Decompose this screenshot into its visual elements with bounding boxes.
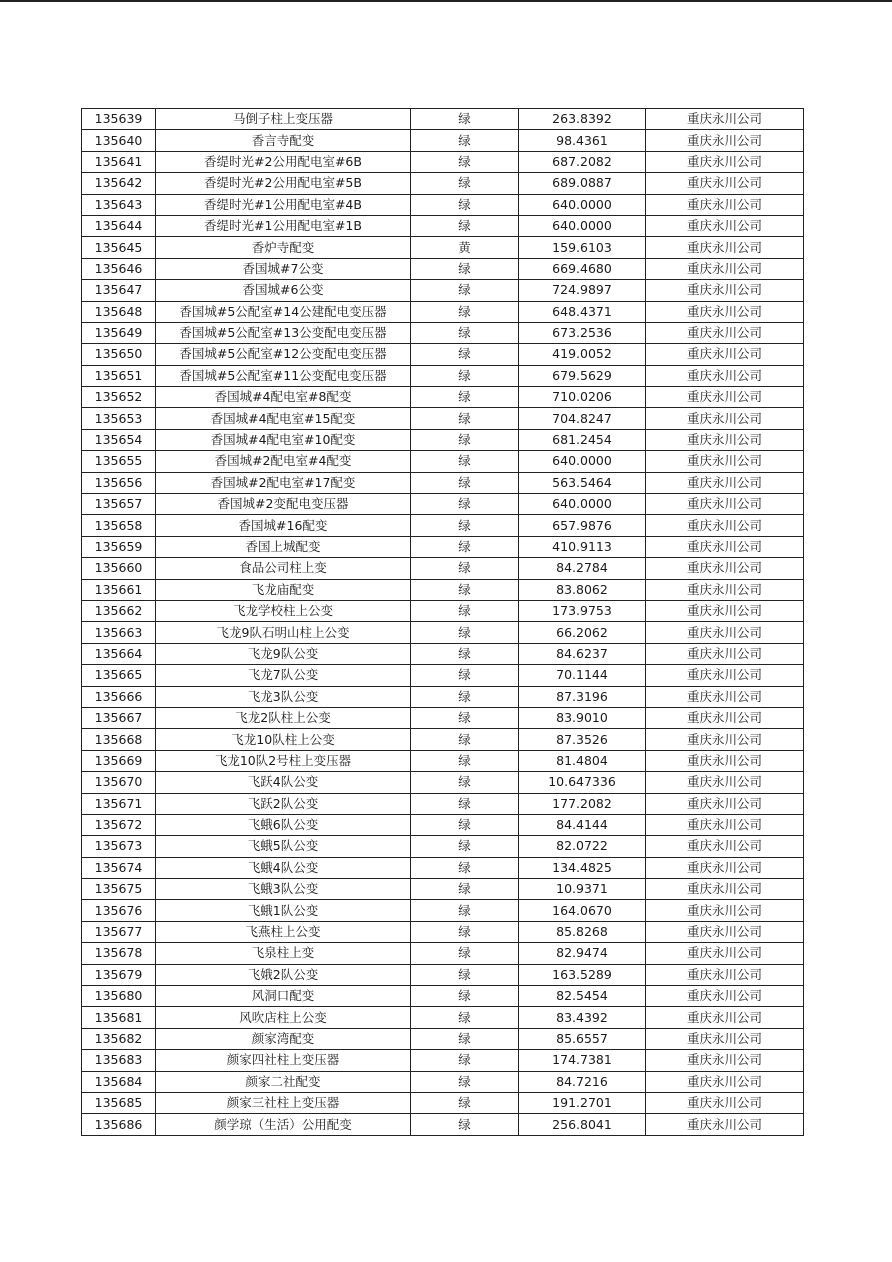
cell-value: 689.0887 — [519, 173, 646, 194]
cell-name: 飞泉柱上变 — [156, 943, 411, 964]
cell-status: 绿 — [411, 686, 519, 707]
cell-id: 135670 — [82, 772, 156, 793]
cell-value: 98.4361 — [519, 130, 646, 151]
cell-value: 83.8062 — [519, 579, 646, 600]
cell-id: 135659 — [82, 536, 156, 557]
cell-name: 飞蛾4队公变 — [156, 857, 411, 878]
table-row — [82, 408, 804, 429]
cell-company: 重庆永川公司 — [646, 280, 804, 301]
cell-id: 135658 — [82, 515, 156, 536]
cell-company: 重庆永川公司 — [646, 857, 804, 878]
cell-name: 风吹店柱上公变 — [156, 1007, 411, 1028]
cell-name: 香炉寺配变 — [156, 237, 411, 258]
cell-status: 绿 — [411, 707, 519, 728]
cell-name: 颜家湾配变 — [156, 1028, 411, 1049]
cell-id: 135643 — [82, 194, 156, 215]
cell-company: 重庆永川公司 — [646, 558, 804, 579]
cell-id: 135661 — [82, 579, 156, 600]
cell-id: 135647 — [82, 280, 156, 301]
cell-value: 724.9897 — [519, 280, 646, 301]
cell-status: 绿 — [411, 729, 519, 750]
table-row — [82, 365, 804, 386]
table-row — [82, 1007, 804, 1028]
cell-id: 135656 — [82, 472, 156, 493]
cell-company: 重庆永川公司 — [646, 173, 804, 194]
cell-name: 颜学琼（生活）公用配变 — [156, 1114, 411, 1135]
cell-company: 重庆永川公司 — [646, 579, 804, 600]
table-row — [82, 836, 804, 857]
cell-value: 84.7216 — [519, 1071, 646, 1092]
cell-value: 263.8392 — [519, 109, 646, 130]
table-row — [82, 258, 804, 279]
cell-value: 563.5464 — [519, 472, 646, 493]
cell-id: 135641 — [82, 151, 156, 172]
table-row — [82, 600, 804, 621]
cell-value: 70.1144 — [519, 665, 646, 686]
cell-company: 重庆永川公司 — [646, 494, 804, 515]
cell-company: 重庆永川公司 — [646, 301, 804, 322]
cell-company: 重庆永川公司 — [646, 900, 804, 921]
cell-id: 135663 — [82, 622, 156, 643]
cell-status: 绿 — [411, 536, 519, 557]
cell-value: 419.0052 — [519, 344, 646, 365]
cell-company: 重庆永川公司 — [646, 451, 804, 472]
table-row — [82, 729, 804, 750]
cell-id: 135684 — [82, 1071, 156, 1092]
table-row — [82, 109, 804, 130]
cell-value: 673.2536 — [519, 322, 646, 343]
cell-id: 135677 — [82, 921, 156, 942]
cell-name: 香国城#5公配室#14公建配电变压器 — [156, 301, 411, 322]
cell-name: 飞龙10队柱上公变 — [156, 729, 411, 750]
cell-id: 135669 — [82, 750, 156, 771]
cell-value: 173.9753 — [519, 600, 646, 621]
cell-name: 香缇时光#1公用配电室#1B — [156, 215, 411, 236]
cell-status: 绿 — [411, 857, 519, 878]
cell-status: 绿 — [411, 879, 519, 900]
cell-name: 飞蛾6队公变 — [156, 814, 411, 835]
cell-company: 重庆永川公司 — [646, 215, 804, 236]
cell-value: 410.9113 — [519, 536, 646, 557]
cell-status: 绿 — [411, 301, 519, 322]
cell-id: 135665 — [82, 665, 156, 686]
cell-name: 飞龙10队2号柱上变压器 — [156, 750, 411, 771]
cell-company: 重庆永川公司 — [646, 536, 804, 557]
cell-id: 135660 — [82, 558, 156, 579]
table-row — [82, 665, 804, 686]
cell-name: 香国城#5公配室#11公变配电变压器 — [156, 365, 411, 386]
cell-value: 191.2701 — [519, 1092, 646, 1113]
table-body — [82, 109, 804, 1136]
cell-status: 绿 — [411, 558, 519, 579]
cell-name: 香国城#2配电室#17配变 — [156, 472, 411, 493]
cell-status: 绿 — [411, 515, 519, 536]
cell-id: 135654 — [82, 429, 156, 450]
cell-company: 重庆永川公司 — [646, 600, 804, 621]
cell-id: 135679 — [82, 964, 156, 985]
table-row — [82, 964, 804, 985]
cell-value: 82.0722 — [519, 836, 646, 857]
cell-value: 83.4392 — [519, 1007, 646, 1028]
table-row — [82, 301, 804, 322]
cell-company: 重庆永川公司 — [646, 793, 804, 814]
cell-id: 135671 — [82, 793, 156, 814]
cell-company: 重庆永川公司 — [646, 344, 804, 365]
cell-name: 香国城#16配变 — [156, 515, 411, 536]
cell-name: 飞龙9队石明山柱上公变 — [156, 622, 411, 643]
cell-value: 134.4825 — [519, 857, 646, 878]
table-row — [82, 793, 804, 814]
cell-id: 135640 — [82, 130, 156, 151]
cell-status: 绿 — [411, 322, 519, 343]
cell-status: 绿 — [411, 280, 519, 301]
cell-name: 香国城#5公配室#13公变配电变压器 — [156, 322, 411, 343]
cell-status: 绿 — [411, 344, 519, 365]
cell-status: 绿 — [411, 1050, 519, 1071]
table-row — [82, 387, 804, 408]
cell-value: 82.5454 — [519, 986, 646, 1007]
table-row — [82, 130, 804, 151]
table-row — [82, 943, 804, 964]
cell-company: 重庆永川公司 — [646, 365, 804, 386]
cell-id: 135657 — [82, 494, 156, 515]
cell-value: 177.2082 — [519, 793, 646, 814]
cell-id: 135685 — [82, 1092, 156, 1113]
cell-status: 绿 — [411, 451, 519, 472]
table-row — [82, 1028, 804, 1049]
cell-status: 绿 — [411, 814, 519, 835]
cell-company: 重庆永川公司 — [646, 322, 804, 343]
cell-id: 135667 — [82, 707, 156, 728]
cell-value: 85.8268 — [519, 921, 646, 942]
cell-company: 重庆永川公司 — [646, 130, 804, 151]
cell-company: 重庆永川公司 — [646, 109, 804, 130]
cell-company: 重庆永川公司 — [646, 622, 804, 643]
cell-id: 135653 — [82, 408, 156, 429]
cell-status: 绿 — [411, 836, 519, 857]
cell-value: 640.0000 — [519, 194, 646, 215]
cell-company: 重庆永川公司 — [646, 943, 804, 964]
table-row — [82, 857, 804, 878]
cell-status: 绿 — [411, 772, 519, 793]
table-row — [82, 750, 804, 771]
cell-value: 83.9010 — [519, 707, 646, 728]
table-row — [82, 451, 804, 472]
table-row — [82, 921, 804, 942]
cell-value: 679.5629 — [519, 365, 646, 386]
cell-id: 135646 — [82, 258, 156, 279]
cell-company: 重庆永川公司 — [646, 964, 804, 985]
cell-status: 绿 — [411, 173, 519, 194]
cell-id: 135678 — [82, 943, 156, 964]
cell-id: 135642 — [82, 173, 156, 194]
cell-company: 重庆永川公司 — [646, 986, 804, 1007]
cell-company: 重庆永川公司 — [646, 772, 804, 793]
cell-company: 重庆永川公司 — [646, 1071, 804, 1092]
cell-value: 159.6103 — [519, 237, 646, 258]
cell-status: 绿 — [411, 1092, 519, 1113]
cell-id: 135645 — [82, 237, 156, 258]
cell-status: 黄 — [411, 237, 519, 258]
cell-status: 绿 — [411, 194, 519, 215]
table-row — [82, 472, 804, 493]
cell-name: 飞燕柱上公变 — [156, 921, 411, 942]
cell-status: 绿 — [411, 579, 519, 600]
table-row — [82, 1114, 804, 1135]
table-row — [82, 515, 804, 536]
cell-status: 绿 — [411, 258, 519, 279]
cell-value: 85.6557 — [519, 1028, 646, 1049]
cell-company: 重庆永川公司 — [646, 258, 804, 279]
table-row — [82, 151, 804, 172]
cell-id: 135651 — [82, 365, 156, 386]
cell-company: 重庆永川公司 — [646, 814, 804, 835]
table-row — [82, 986, 804, 1007]
cell-value: 163.5289 — [519, 964, 646, 985]
table-row — [82, 814, 804, 835]
cell-value: 66.2062 — [519, 622, 646, 643]
cell-name: 香缇时光#2公用配电室#5B — [156, 173, 411, 194]
table-row — [82, 579, 804, 600]
cell-status: 绿 — [411, 900, 519, 921]
cell-name: 香国城#6公变 — [156, 280, 411, 301]
cell-id: 135666 — [82, 686, 156, 707]
cell-name: 香国城#4配电室#8配变 — [156, 387, 411, 408]
cell-status: 绿 — [411, 215, 519, 236]
table-row — [82, 1050, 804, 1071]
cell-company: 重庆永川公司 — [646, 237, 804, 258]
cell-id: 135648 — [82, 301, 156, 322]
cell-status: 绿 — [411, 600, 519, 621]
cell-status: 绿 — [411, 387, 519, 408]
cell-id: 135683 — [82, 1050, 156, 1071]
cell-company: 重庆永川公司 — [646, 686, 804, 707]
cell-company: 重庆永川公司 — [646, 1114, 804, 1135]
cell-value: 164.0670 — [519, 900, 646, 921]
cell-company: 重庆永川公司 — [646, 151, 804, 172]
cell-id: 135639 — [82, 109, 156, 130]
cell-id: 135681 — [82, 1007, 156, 1028]
cell-status: 绿 — [411, 109, 519, 130]
cell-id: 135672 — [82, 814, 156, 835]
cell-name: 食品公司柱上变 — [156, 558, 411, 579]
cell-name: 香国城#4配电室#10配变 — [156, 429, 411, 450]
page-top-border — [0, 0, 892, 2]
cell-id: 135662 — [82, 600, 156, 621]
cell-name: 飞跃2队公变 — [156, 793, 411, 814]
cell-status: 绿 — [411, 943, 519, 964]
table-row — [82, 322, 804, 343]
cell-company: 重庆永川公司 — [646, 1007, 804, 1028]
cell-name: 风洞口配变 — [156, 986, 411, 1007]
cell-name: 飞跃4队公变 — [156, 772, 411, 793]
cell-value: 84.2784 — [519, 558, 646, 579]
cell-id: 135652 — [82, 387, 156, 408]
cell-name: 香缇时光#2公用配电室#6B — [156, 151, 411, 172]
cell-status: 绿 — [411, 494, 519, 515]
table-row — [82, 643, 804, 664]
cell-company: 重庆永川公司 — [646, 836, 804, 857]
table-row — [82, 280, 804, 301]
cell-name: 香国城#7公变 — [156, 258, 411, 279]
table-row — [82, 558, 804, 579]
cell-company: 重庆永川公司 — [646, 472, 804, 493]
cell-id: 135649 — [82, 322, 156, 343]
table-row — [82, 622, 804, 643]
cell-name: 香言寺配变 — [156, 130, 411, 151]
cell-name: 颜家二社配变 — [156, 1071, 411, 1092]
cell-company: 重庆永川公司 — [646, 921, 804, 942]
table-row — [82, 686, 804, 707]
table-row — [82, 237, 804, 258]
cell-status: 绿 — [411, 964, 519, 985]
cell-name: 香国城#2配电室#4配变 — [156, 451, 411, 472]
cell-company: 重庆永川公司 — [646, 707, 804, 728]
cell-status: 绿 — [411, 643, 519, 664]
cell-value: 82.9474 — [519, 943, 646, 964]
table-row — [82, 536, 804, 557]
cell-name: 飞龙2队柱上公变 — [156, 707, 411, 728]
cell-company: 重庆永川公司 — [646, 387, 804, 408]
cell-id: 135675 — [82, 879, 156, 900]
cell-name: 颜家三社柱上变压器 — [156, 1092, 411, 1113]
cell-name: 飞龙9队公变 — [156, 643, 411, 664]
cell-id: 135655 — [82, 451, 156, 472]
cell-name: 飞龙庙配变 — [156, 579, 411, 600]
cell-id: 135680 — [82, 986, 156, 1007]
cell-status: 绿 — [411, 472, 519, 493]
cell-value: 687.2082 — [519, 151, 646, 172]
cell-name: 香国城#4配电室#15配变 — [156, 408, 411, 429]
cell-value: 681.2454 — [519, 429, 646, 450]
cell-status: 绿 — [411, 750, 519, 771]
cell-status: 绿 — [411, 1071, 519, 1092]
cell-company: 重庆永川公司 — [646, 665, 804, 686]
cell-id: 135676 — [82, 900, 156, 921]
table-row — [82, 194, 804, 215]
cell-company: 重庆永川公司 — [646, 408, 804, 429]
cell-name: 飞蛾3队公变 — [156, 879, 411, 900]
cell-name: 飞龙7队公变 — [156, 665, 411, 686]
cell-value: 87.3196 — [519, 686, 646, 707]
cell-company: 重庆永川公司 — [646, 750, 804, 771]
cell-value: 174.7381 — [519, 1050, 646, 1071]
table-row — [82, 494, 804, 515]
cell-id: 135686 — [82, 1114, 156, 1135]
cell-company: 重庆永川公司 — [646, 194, 804, 215]
cell-status: 绿 — [411, 622, 519, 643]
cell-value: 640.0000 — [519, 215, 646, 236]
table-row — [82, 173, 804, 194]
cell-company: 重庆永川公司 — [646, 643, 804, 664]
cell-id: 135668 — [82, 729, 156, 750]
table-row — [82, 772, 804, 793]
cell-name: 香国城#5公配室#12公变配电变压器 — [156, 344, 411, 365]
cell-company: 重庆永川公司 — [646, 429, 804, 450]
cell-value: 10.9371 — [519, 879, 646, 900]
cell-status: 绿 — [411, 408, 519, 429]
cell-status: 绿 — [411, 986, 519, 1007]
cell-name: 飞蛾1队公变 — [156, 900, 411, 921]
cell-name: 飞龙学校柱上公变 — [156, 600, 411, 621]
cell-value: 81.4804 — [519, 750, 646, 771]
cell-company: 重庆永川公司 — [646, 729, 804, 750]
cell-status: 绿 — [411, 365, 519, 386]
cell-value: 710.0206 — [519, 387, 646, 408]
cell-value: 10.647336 — [519, 772, 646, 793]
cell-company: 重庆永川公司 — [646, 1050, 804, 1071]
cell-id: 135673 — [82, 836, 156, 857]
cell-company: 重庆永川公司 — [646, 515, 804, 536]
cell-name: 香国上城配变 — [156, 536, 411, 557]
cell-status: 绿 — [411, 151, 519, 172]
cell-name: 香国城#2变配电变压器 — [156, 494, 411, 515]
table-row — [82, 900, 804, 921]
cell-value: 640.0000 — [519, 494, 646, 515]
table-row — [82, 344, 804, 365]
cell-value: 84.4144 — [519, 814, 646, 835]
table-row — [82, 879, 804, 900]
cell-company: 重庆永川公司 — [646, 879, 804, 900]
cell-name: 飞娥2队公变 — [156, 964, 411, 985]
cell-name: 马倒子柱上变压器 — [156, 109, 411, 130]
cell-value: 640.0000 — [519, 451, 646, 472]
cell-id: 135682 — [82, 1028, 156, 1049]
cell-status: 绿 — [411, 1114, 519, 1135]
table-row — [82, 429, 804, 450]
cell-value: 704.8247 — [519, 408, 646, 429]
cell-value: 256.8041 — [519, 1114, 646, 1135]
table-row — [82, 1092, 804, 1113]
cell-company: 重庆永川公司 — [646, 1092, 804, 1113]
table-row — [82, 215, 804, 236]
cell-name: 飞蛾5队公变 — [156, 836, 411, 857]
cell-status: 绿 — [411, 130, 519, 151]
data-table — [81, 108, 804, 1136]
cell-status: 绿 — [411, 665, 519, 686]
table-row — [82, 1071, 804, 1092]
cell-value: 648.4371 — [519, 301, 646, 322]
cell-value: 84.6237 — [519, 643, 646, 664]
cell-status: 绿 — [411, 793, 519, 814]
cell-id: 135664 — [82, 643, 156, 664]
cell-status: 绿 — [411, 1007, 519, 1028]
cell-id: 135650 — [82, 344, 156, 365]
table-row — [82, 707, 804, 728]
cell-name: 飞龙3队公变 — [156, 686, 411, 707]
cell-status: 绿 — [411, 429, 519, 450]
cell-status: 绿 — [411, 921, 519, 942]
cell-name: 颜家四社柱上变压器 — [156, 1050, 411, 1071]
cell-value: 657.9876 — [519, 515, 646, 536]
cell-id: 135644 — [82, 215, 156, 236]
cell-id: 135674 — [82, 857, 156, 878]
cell-value: 669.4680 — [519, 258, 646, 279]
cell-name: 香缇时光#1公用配电室#4B — [156, 194, 411, 215]
cell-value: 87.3526 — [519, 729, 646, 750]
cell-company: 重庆永川公司 — [646, 1028, 804, 1049]
cell-status: 绿 — [411, 1028, 519, 1049]
